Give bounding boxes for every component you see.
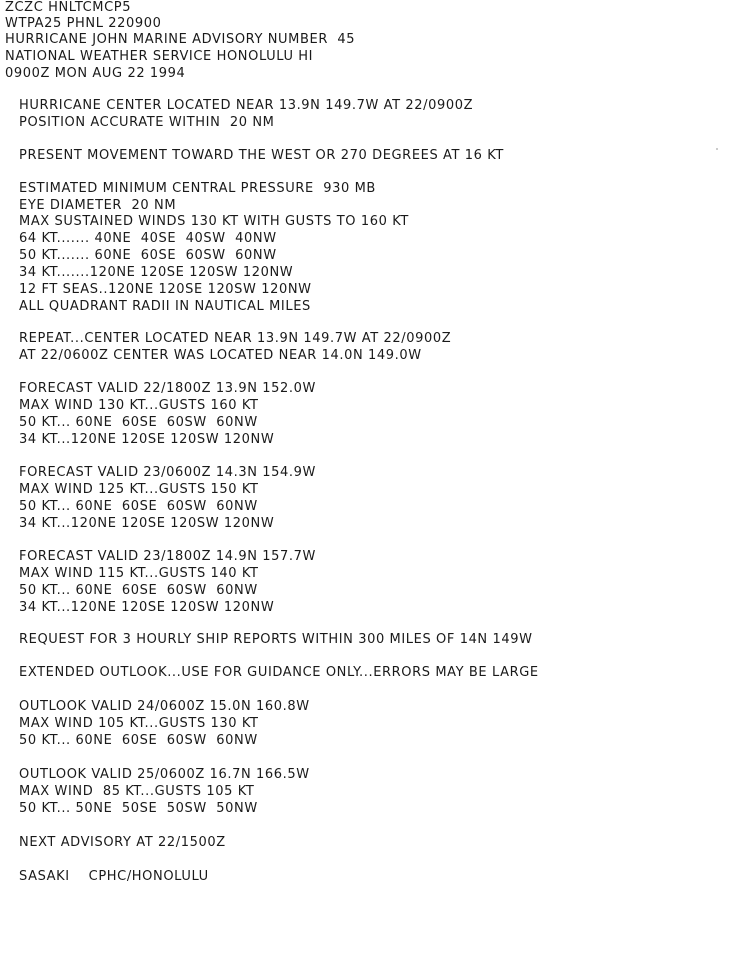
forecast-wind: MAX WIND 130 KT...GUSTS 160 KT	[19, 398, 259, 413]
center-position: HURRICANE CENTER LOCATED NEAR 13.9N 149.7W AT 22/0900Z	[19, 98, 474, 113]
outlook-valid: OUTLOOK VALID 25/0600Z 16.7N 166.5W	[19, 767, 310, 782]
outlook-valid: OUTLOOK VALID 24/0600Z 15.0N 160.8W	[19, 699, 310, 714]
forecast-valid: FORECAST VALID 22/1800Z 13.9N 152.0W	[19, 381, 316, 396]
ship-report-request: REQUEST FOR 3 HOURLY SHIP REPORTS WITHIN 300 MILES OF 14N 149W	[19, 632, 533, 647]
advisory-title: HURRICANE JOHN MARINE ADVISORY NUMBER 45	[5, 32, 356, 47]
outlook-radii-50kt: 50 KT... 60NE 60SE 60SW 60NW	[19, 733, 258, 748]
next-advisory: NEXT ADVISORY AT 22/1500Z	[19, 835, 226, 850]
forecast-radii-50kt: 50 KT... 60NE 60SE 60SW 60NW	[19, 415, 258, 430]
position-accuracy: POSITION ACCURATE WITHIN 20 NM	[19, 115, 275, 130]
forecast-radii-34kt: 34 KT...120NE 120SE 120SW 120NW	[19, 432, 275, 447]
eye-diameter: EYE DIAMETER 20 NM	[19, 198, 177, 213]
radii-50kt: 50 KT....... 60NE 60SE 60SW 60NW	[19, 248, 277, 263]
outlook-wind: MAX WIND 105 KT...GUSTS 130 KT	[19, 716, 259, 731]
forecast-radii-50kt: 50 KT... 60NE 60SE 60SW 60NW	[19, 583, 258, 598]
radii-note: ALL QUADRANT RADII IN NAUTICAL MILES	[19, 299, 311, 314]
forecast-wind: MAX WIND 125 KT...GUSTS 150 KT	[19, 482, 259, 497]
forecast-valid: FORECAST VALID 23/0600Z 14.3N 154.9W	[19, 465, 316, 480]
forecast-radii-34kt: 34 KT...120NE 120SE 120SW 120NW	[19, 516, 275, 531]
outlook-radii-50kt: 50 KT... 50NE 50SE 50SW 50NW	[19, 801, 258, 816]
header-line-1: ZCZC HNLTCMCP5	[5, 0, 132, 15]
header-line-2: WTPA25 PHNL 220900	[5, 16, 162, 31]
outlook-wind: MAX WIND 85 KT...GUSTS 105 KT	[19, 784, 255, 799]
forecast-valid: FORECAST VALID 23/1800Z 14.9N 157.7W	[19, 549, 316, 564]
repeat-center: REPEAT...CENTER LOCATED NEAR 13.9N 149.7W AT 22/0900Z	[19, 331, 452, 346]
central-pressure: ESTIMATED MINIMUM CENTRAL PRESSURE 930 MB	[19, 181, 376, 196]
present-movement: PRESENT MOVEMENT TOWARD THE WEST OR 270 DEGREES AT 16 KT	[19, 148, 504, 163]
forecast-wind: MAX WIND 115 KT...GUSTS 140 KT	[19, 566, 259, 581]
forecast-radii-50kt: 50 KT... 60NE 60SE 60SW 60NW	[19, 499, 258, 514]
radii-34kt: 34 KT.......120NE 120SE 120SW 120NW	[19, 265, 294, 280]
issue-time: 0900Z MON AUG 22 1994	[5, 66, 186, 81]
radii-12ft-seas: 12 FT SEAS..120NE 120SE 120SW 120NW	[19, 282, 312, 297]
forecaster-signature: SASAKI CPHC/HONOLULU	[19, 869, 209, 884]
forecast-radii-34kt: 34 KT...120NE 120SE 120SW 120NW	[19, 600, 275, 615]
max-sustained-winds: MAX SUSTAINED WINDS 130 KT WITH GUSTS TO 160 KT	[19, 214, 409, 229]
extended-outlook-note: EXTENDED OUTLOOK...USE FOR GUIDANCE ONLY...ERRORS MAY BE LARGE	[19, 665, 539, 680]
issuing-office: NATIONAL WEATHER SERVICE HONOLULU HI	[5, 49, 314, 64]
radii-64kt: 64 KT....... 40NE 40SE 40SW 40NW	[19, 231, 277, 246]
scan-speck	[716, 148, 718, 150]
previous-center: AT 22/0600Z CENTER WAS LOCATED NEAR 14.0N 149.0W	[19, 348, 422, 363]
